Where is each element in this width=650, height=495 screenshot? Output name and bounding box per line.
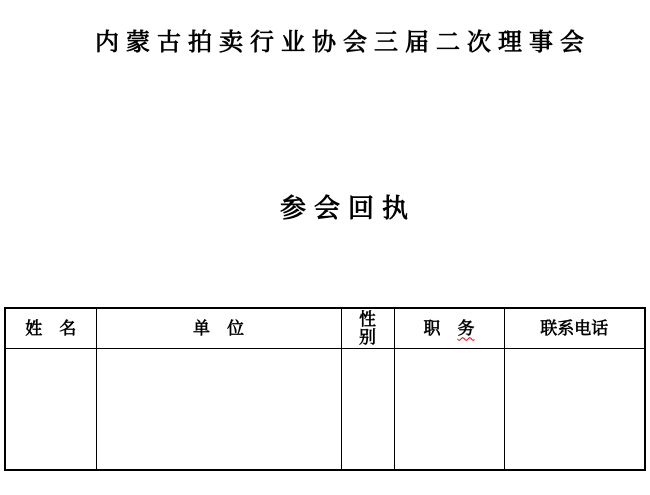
header-label-organization: 单 位 [193, 318, 244, 338]
header-cell-gender [341, 308, 394, 349]
table-header-row [5, 308, 645, 349]
header-label-position-flagged: 务 [457, 318, 475, 338]
table-entry-row [5, 349, 645, 471]
entry-cell-organization[interactable] [96, 349, 341, 471]
header-cell-phone [504, 308, 645, 349]
header-label-phone: 联系电话 [540, 318, 609, 338]
header-label-position-prefix: 职 [423, 318, 458, 338]
entry-cell-name[interactable] [5, 349, 96, 471]
header-cell-name [5, 308, 96, 349]
header-label-name: 姓 名 [25, 318, 77, 338]
entry-cell-position[interactable] [394, 349, 504, 471]
header-label-gender-line1: 性 [359, 309, 376, 329]
entry-cell-gender[interactable] [341, 349, 394, 471]
header-cell-position [394, 308, 504, 349]
reply-form-table [4, 307, 646, 471]
header-label-gender-line2: 别 [359, 327, 376, 347]
entry-cell-phone[interactable] [504, 349, 645, 471]
header-cell-organization [96, 308, 341, 349]
document-title: 内蒙古拍卖行业协会三届二次理事会 [95, 30, 591, 56]
document-subtitle: 参会回执 [280, 194, 417, 223]
